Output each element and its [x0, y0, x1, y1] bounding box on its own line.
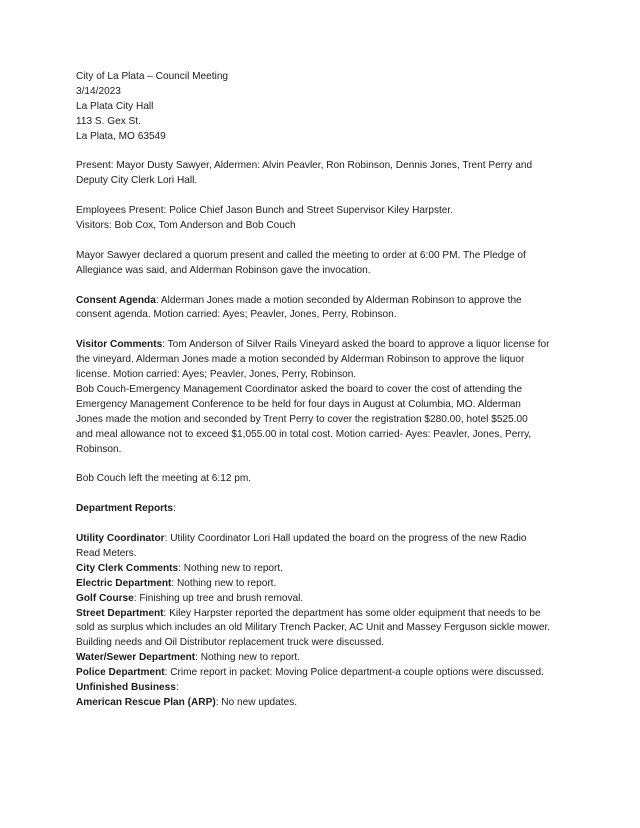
unfinished-text: : [175, 682, 179, 694]
visitors-present: Visitors: Bob Cox, Tom Anderson and Bob Couch [76, 220, 296, 232]
department-reports-colon: : [173, 503, 176, 515]
visitor-comments-text: : Tom Anderson of Silver Rails Vineyard asked the board to approve a liquor license for [162, 339, 550, 351]
clerk-label: City Clerk Comments [76, 562, 179, 574]
meeting-title: City of La Plata – Council Meeting [76, 71, 229, 82]
electric-label: Electric Department [76, 577, 172, 589]
golf-label: Golf Course [76, 592, 134, 604]
visitor-comments-line: Jones made the motion and seconded by Trent Perry to cover the registration $280.00, hotel $525.00 [76, 413, 528, 425]
street-report-line-2: sold as surplus which includes an old Military Trench Packer, AC Unit and Massey Ferguson sickle mower. [76, 622, 551, 634]
police-text: : Crime report in packet: Moving Police department-a couple options were discussed. [164, 667, 544, 679]
department-reports [76, 532, 580, 711]
meeting-header [76, 70, 580, 145]
golf-text: : Finishing up tree and brush removal. [133, 592, 304, 604]
present-line-2: Deputy City Clerk Lori Hall. [76, 175, 198, 187]
visitor-comments-line: license. Motion carried: Ayes; Peavler, Jones, Perry, Robinson. [76, 369, 357, 381]
arp-text: : No new updates. [215, 696, 298, 708]
attendance-present [76, 159, 580, 189]
consent-agenda-line-1 [76, 294, 580, 309]
visitor-comments-line: the vineyard. Alderman Jones made a motion seconded by Alderman Robinson to approve the liquor [76, 354, 525, 366]
unfinished-label: Unfinished Business [76, 682, 176, 694]
visitor-comments-line-1 [76, 338, 580, 353]
street-label: Street Department [76, 607, 164, 619]
arp-label: American Rescue Plan (ARP) [76, 696, 216, 708]
consent-agenda-line-2: consent agenda. Motion carried: Ayes; Peavler, Jones, Perry, Robinson. [76, 309, 397, 321]
couch-left-note [76, 472, 580, 487]
visitor-comments-label: Visitor Comments [76, 339, 163, 351]
visitor-comments [76, 338, 580, 457]
call-to-order-line-1: Mayor Sawyer declared a quorum present and called the meeting to order at 6:00 PM. The Pledge of [76, 249, 526, 261]
arp-report [76, 696, 580, 711]
department-reports-line [76, 502, 580, 517]
water-report [76, 651, 580, 666]
meeting-location: La Plata City Hall [76, 100, 154, 112]
consent-agenda-text: : Alderman Jones made a motion seconded by Alderman Robinson to approve the [155, 294, 522, 306]
electric-report [76, 577, 580, 592]
employees-present: Employees Present: Police Chief Jason Bunch and Street Supervisor Kiley Harpster. [76, 205, 454, 217]
present-line-1: Present: Mayor Dusty Sawyer, Aldermen: Alvin Peavler, Ron Robinson, Dennis Jones, Trent Perry and [76, 160, 533, 172]
water-text: : Nothing new to report. [195, 652, 301, 664]
clerk-text: : Nothing new to report. [178, 562, 284, 574]
couch-left-text: Bob Couch left the meeting at 6:12 pm. [76, 473, 252, 485]
call-to-order-line-2: Allegiance was said, and Alderman Robinson gave the invocation. [76, 264, 371, 276]
police-label: Police Department [76, 667, 165, 679]
water-label: Water/Sewer Department [76, 652, 196, 664]
utility-report-line-2: Read Meters. [76, 547, 137, 559]
street-report-line-1 [76, 607, 580, 622]
call-to-order [76, 249, 580, 279]
consent-agenda [76, 294, 580, 324]
meeting-street: 113 S. Gex St. [76, 115, 141, 127]
clerk-report [76, 562, 580, 577]
unfinished-business [76, 681, 580, 696]
meeting-date: 3/14/2023 [76, 85, 121, 97]
visitor-comments-line: Robinson. [76, 443, 122, 455]
attendance-others [76, 204, 580, 234]
visitor-comments-line: Bob Couch-Emergency Management Coordinator asked the board to cover the cost of attending the [76, 383, 523, 395]
electric-text: : Nothing new to report. [171, 577, 277, 589]
visitor-comments-line: and meal allowance not to exceed $1,055.00 in total cost. Motion carried- Ayes: Peavler, Jones, Perry, [76, 428, 532, 440]
street-text: : Kiley Harpster reported the department has some older equipment that needs to be [163, 607, 541, 619]
department-reports-label: Department Reports [76, 503, 174, 515]
meeting-city: La Plata, MO 63549 [76, 130, 166, 142]
street-report-line-3: Building needs and Oil Distributor replacement truck were discussed. [76, 637, 385, 649]
utility-label: Utility Coordinator [76, 532, 165, 544]
department-reports-heading [76, 502, 580, 517]
golf-report [76, 592, 580, 607]
police-report [76, 666, 580, 681]
consent-agenda-label: Consent Agenda [76, 294, 156, 306]
utility-text: : Utility Coordinator Lori Hall updated the board on the progress of the new Radio [164, 532, 527, 544]
utility-report-line-1 [76, 532, 580, 547]
visitor-comments-line: Emergency Management Conference to be held for four days in August at Columbia, MO. Alderman [76, 398, 521, 410]
